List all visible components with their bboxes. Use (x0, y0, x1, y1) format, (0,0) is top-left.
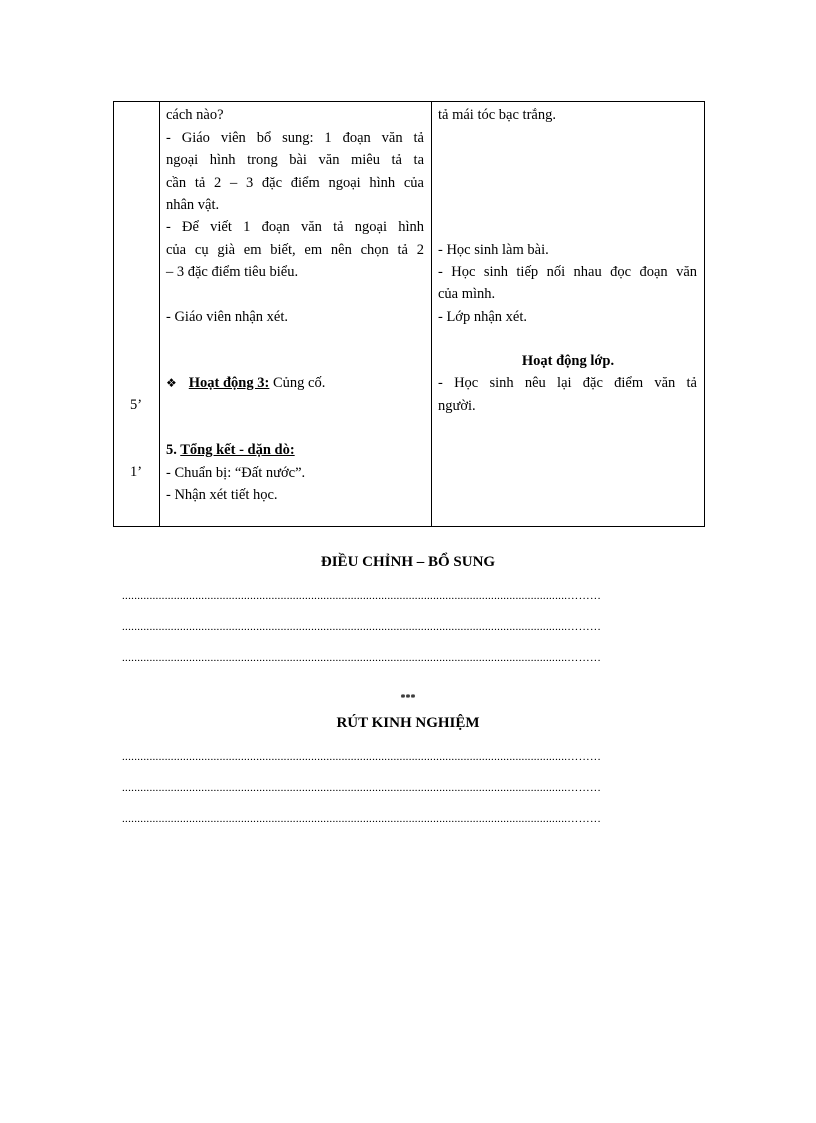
student-line: - Lớp nhận xét. (438, 309, 528, 325)
blank-line: ..................................................................................................................................................……… (122, 590, 602, 602)
student-line: người. (438, 398, 476, 414)
experience-title: RÚT KINH NGHIỆM (336, 715, 480, 731)
teacher-line: ngoại hình trong bài văn miêu tả ta (166, 152, 424, 168)
student-line: - Học sinh tiếp nối nhau đọc đoạn văn (438, 264, 697, 280)
summary-line: - Chuẩn bị: “Đất nước”. (166, 465, 306, 481)
teacher-line: – 3 đặc điểm tiêu biểu. (166, 264, 299, 280)
lesson-table (113, 101, 705, 527)
activity-3-label: Hoạt động 3: (188, 375, 270, 391)
summary-line: - Nhận xét tiết học. (166, 487, 278, 503)
class-activity-heading: Hoạt động lớp. (521, 353, 615, 369)
summary-label: Tổng kết - dặn dò: (180, 442, 295, 458)
diamond-bullet-icon: ❖ (166, 376, 177, 390)
student-line: tả mái tóc bạc trắng. (438, 107, 556, 123)
separator-stars: *** (400, 693, 416, 704)
adjustment-title: ĐIỀU CHỈNH – BỔ SUNG (320, 554, 496, 570)
blank-line: ..................................................................................................................................................……… (122, 621, 602, 633)
activity-3-line (166, 372, 325, 394)
blank-line: ..................................................................................................................................................……… (122, 813, 602, 825)
blank-line: ..................................................................................................................................................……… (122, 751, 602, 763)
activity-3-text: Củng cố. (269, 375, 326, 391)
teacher-line: - Giáo viên nhận xét. (166, 309, 289, 325)
summary-number: 5. (166, 442, 181, 458)
student-line: - Học sinh nêu lại đặc điểm văn tả (438, 375, 697, 391)
summary-heading (166, 439, 295, 461)
teacher-line: nhân vật. (166, 197, 220, 213)
student-line: của mình. (438, 286, 496, 302)
teacher-line: - Giáo viên bổ sung: 1 đoạn văn tả (166, 130, 424, 146)
column-divider (431, 102, 432, 526)
time-cell: 5’ (130, 397, 143, 413)
teacher-line: cách nào? (166, 107, 224, 123)
blank-line: ..................................................................................................................................................……… (122, 782, 602, 794)
teacher-line: - Để viết 1 đoạn văn tả ngoại hình (166, 219, 424, 235)
teacher-line: của cụ già em biết, em nên chọn tả 2 (166, 242, 424, 258)
blank-line: ..................................................................................................................................................……… (122, 652, 602, 664)
time-cell: 1’ (130, 464, 143, 480)
column-divider (159, 102, 160, 526)
student-line: - Học sinh làm bài. (438, 242, 549, 258)
teacher-line: cần tả 2 – 3 đặc điểm ngoại hình của (166, 175, 424, 191)
